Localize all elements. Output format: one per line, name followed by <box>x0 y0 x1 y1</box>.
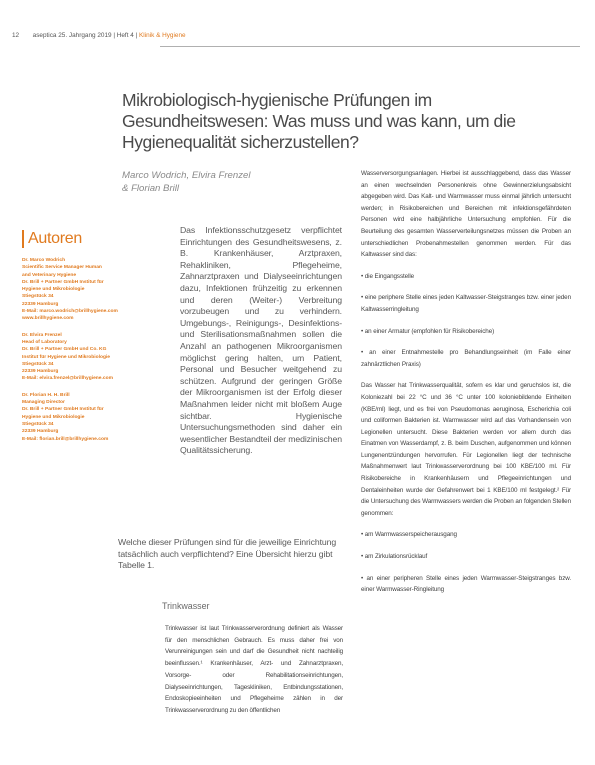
author-block-2 <box>22 332 122 383</box>
author-line: and Veterinary Hygiene <box>22 272 77 278</box>
bullet-item: • die Eingangsstelle <box>361 272 415 280</box>
byline-line-2: & Florian Brill <box>122 183 180 194</box>
author-line: Hygiene und Mikrobiologie <box>22 287 85 293</box>
author-line: Scientific Service Manager Human <box>22 265 102 271</box>
authors-box <box>22 230 122 443</box>
section-label: Klinik & Hygiene <box>139 32 186 39</box>
running-header <box>12 32 186 39</box>
right-paragraph-2: Das Wasser hat Trinkwasserqualität, sofern es klar und geruchslos ist, die Koloniezahl bei 22 °C und 36 °C unter 100 koloniebildende Einheiten (KBE/ml) liegt, und es frei von Pseudomonas aeruginosa, Escherichia coli und coliformen Bakterien ist. Warmwasser wird auf das Vorhandensein von Legionellen untersucht. Diese Bakterien werden vor allem durch das Einatmen von Wasserdampf, z. B. beim Duschen, aufgenommen und können Lungenentzündungen hervorrufen. Für Legionellen liegt der technische Maßnahmenwert laut Trinkwasserverordnung bei 100 KBE/100 ml. Für Risikobereiche in Krankenhäusern und Pflegeeinrichtungen und Dentaleinheiten wurde der Gefahrenwert bei 1 KBE/100 ml festgelegt.² Für die Untersuchung des Warmwassers werden die Proben an folgenden Stellen genommen: <box>361 382 571 517</box>
author-line: Dr. Brill + Partner GmbH und Co. KG <box>22 347 107 353</box>
author-line: Hygiene und Mikrobiologie <box>22 414 85 420</box>
bullet-item: • an einer Armatur (empfohlen für Risikobereiche) <box>361 327 495 335</box>
authors-heading: Autoren <box>22 230 122 248</box>
intro-paragraph: Das Infektionsschutzgesetz verpflichtet Einrichtungen des Gesundheitswesens, z. B. Krankenhäuser, Arztpraxen, Rehakliniken, Pflegeheime, Zahnarztpraxen und Dialyseeinrichtungen dazu, Infektionen frühzeitig zu erkennen und deren (Weiter-) Verbreitung vorzubeugen und zu verhindern. Umgebungs-, Reinigungs-, Desinfektions- und Sterilisationsmaßnahmen sollen die Anzahl an pathogenen Mikroorganismen möglichst gering halten, um Patient, Personal und Besucher weitgehend zu schützen. Aufgrund der geringen Größe der Mikroorganismen ist der Erfolg dieser Maßnahmen leider nicht mit bloßem Auge sichtbar. Hygienische Untersuchungsmethoden sind daher ein wesentlicher Bestandteil der medizinischen Qualitätssicherung. <box>180 225 342 456</box>
header-rule <box>160 46 580 47</box>
author-line: 22339 Hamburg <box>22 301 59 307</box>
author-line: 22339 Hamburg <box>22 369 59 375</box>
right-paragraph-1: Wasserversorgungsanlagen. Hierbei ist ausschlaggebend, dass das Wasser an einen wechselnden Personenkreis ohne Gewinnerzielungsabsicht abgegeben wird. Das Kalt- und Warmwasser muss einmal jährlich untersucht werden; in Risikobereichen und Bereichen mit infektionsgefährdeten Personen wird eine halbjährliche Untersuchung empfohlen. Für die Beurteilung des gesamten Wasserverteilungsnetzes müssen die Proben an unterschiedlichen Probenahmestellen genommen werden. Für das Kaltwasser sind das: <box>361 170 571 259</box>
author-block-1 <box>22 257 122 323</box>
byline <box>122 169 250 195</box>
author-block-3 <box>22 392 122 443</box>
author-line: Stiegstück 34 <box>22 421 54 427</box>
author-line: Dr. Brill + Partner GmbH Institut für <box>22 279 104 285</box>
author-email[interactable]: E-Mail: marco.wodrich@brillhygiene.com <box>22 309 118 315</box>
author-line: 22339 Hamburg <box>22 429 59 435</box>
body-text-right <box>361 168 571 606</box>
intro-paragraph-continued: Welche dieser Prüfungen sind für die jeweilige Einrichtung tatsächlich auch verpflichtend? Eine Übersicht hierzu gibt Tabelle 1. <box>118 537 337 571</box>
author-line: Head of Laboratory <box>22 339 67 345</box>
author-line: Stiegstück 34 <box>22 294 54 300</box>
bullet-item: • an einer peripheren Stelle eines jeden Warmwasser-Steigstranges bzw. einer Warmwasser-Ringleitung <box>361 574 571 594</box>
bullet-item: • an einer Entnahmestelle pro Behandlungseinheit (im Falle einer zahnärztlichen Praxis) <box>361 349 571 368</box>
article-title: Mikrobiologisch-hygienische Prüfungen im Gesundheitswesen: Was muss und was kann, um die Hygienequalität sicherzustellen? <box>122 90 516 152</box>
author-email[interactable]: E-Mail: florian.brill@brillhygiene.com <box>22 436 109 442</box>
bullet-item: • am Warmwasserspeicherausgang <box>361 531 457 539</box>
byline-line-1: Marco Wodrich, Elvira Frenzel <box>122 170 251 181</box>
journal-info: aseptica 25. Jahrgang 2019 | Heft 4 | <box>32 32 138 39</box>
author-line: Institut für Hygiene und Mikrobiologie <box>22 354 111 360</box>
body-text-left: Trinkwasser ist laut Trinkwasserverordnung definiert als Wasser für den menschlichen Gebrauch. Es muss daher frei von Verunreinigungen sein und darf die Gesundheit nicht nachteilig beeinflussen.¹ Krankenhäuser, Arzt- und Zahnarztpraxen, Vorsorge- oder Rehabilitationseinrichtungen, Dialyseeinrichtungen, Tageskliniken, Entbindungsstationen, Endoskopieeinheiten und Pflegeheime zählen in der Trinkwasserverordnung zu den öffentlichen <box>165 625 343 714</box>
author-line: Dr. Florian H. H. Brill <box>22 392 70 398</box>
bullet-item: • am Zirkulationsrücklauf <box>361 553 428 561</box>
author-website[interactable]: www.brillhygiene.com <box>22 316 74 322</box>
bullet-item: • eine periphere Stelle eines jeden Kaltwasser-Steigstranges bzw. einer jeden Kaltwasserringleitung <box>361 294 571 313</box>
author-email[interactable]: E-Mail: elvira.frenzel@brillhygiene.com <box>22 376 113 382</box>
author-line: Dr. Brill + Partner GmbH Institut für <box>22 407 104 413</box>
author-line: Managing Director <box>22 400 65 406</box>
author-line: Dr. Elvira Frenzel <box>22 332 62 338</box>
section-heading-trinkwasser: Trinkwasser <box>162 601 210 611</box>
author-line: Stiegstück 34 <box>22 361 54 367</box>
page-number: 12 <box>12 32 20 39</box>
author-line: Dr. Marco Wodrich <box>22 258 66 263</box>
